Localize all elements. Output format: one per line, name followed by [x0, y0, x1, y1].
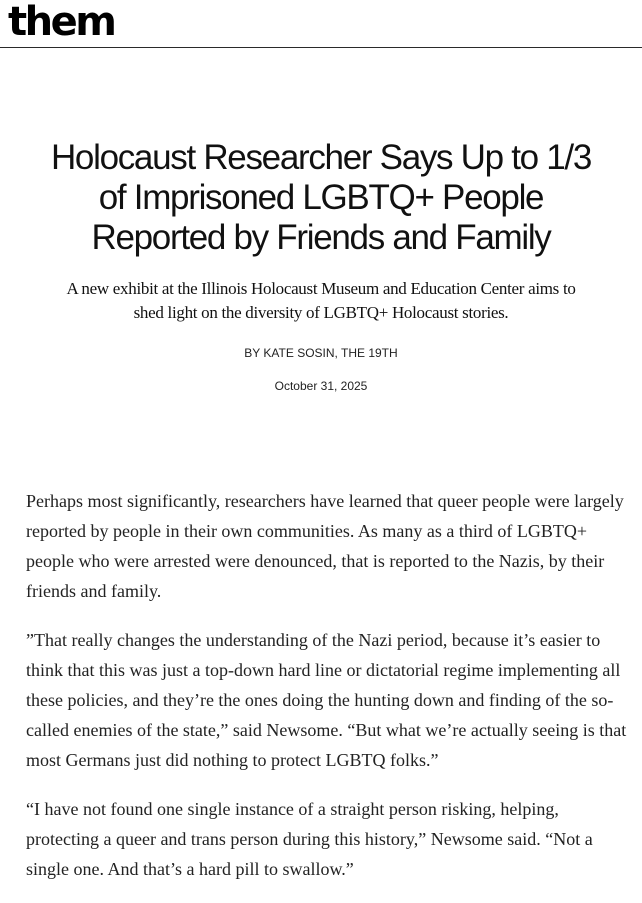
article-date: October 31, 2025 [274, 379, 368, 393]
article-paragraph: Perhaps most significantly, researchers have learned that queer people were largely reported by people in their own communities. As many as a third of LGBTQ+ people who were arrested were denounced, that is reported to the Nazis, by their friends and family. [26, 491, 624, 601]
article-body [26, 486, 630, 903]
site-logo[interactable]: them [8, 0, 115, 45]
article-dek: A new exhibit at the Illinois Holocaust Museum and Education Center aims to shed light on the diversity of LGBTQ+ Holocaust stories. [66, 279, 576, 322]
article-byline[interactable]: BY KATE SOSIN, THE 19TH [244, 346, 398, 360]
site-header [0, 0, 642, 48]
article-headline: Holocaust Researcher Says Up to 1/3 of Imprisoned LGBTQ+ People Reported by Friends and Family [50, 138, 592, 257]
article-paragraph: ”That really changes the understanding of the Nazi period, because it’s easier to think that this was just a top-down hard line or dictatorial regime implementing all these policies, and they’re the ones doing the hunting down and finding of the so-called enemies of the state,” said Newsome. “But what we’re actually seeing is that most Germans just did nothing to protect LGBTQ folks.” [26, 630, 627, 770]
article-paragraph: “I have not found one single instance of a straight person risking, helping, protecting a queer and trans person during this history,” Newsome said. “Not a single one. And that’s a hard pill to swallow.” [26, 799, 593, 879]
